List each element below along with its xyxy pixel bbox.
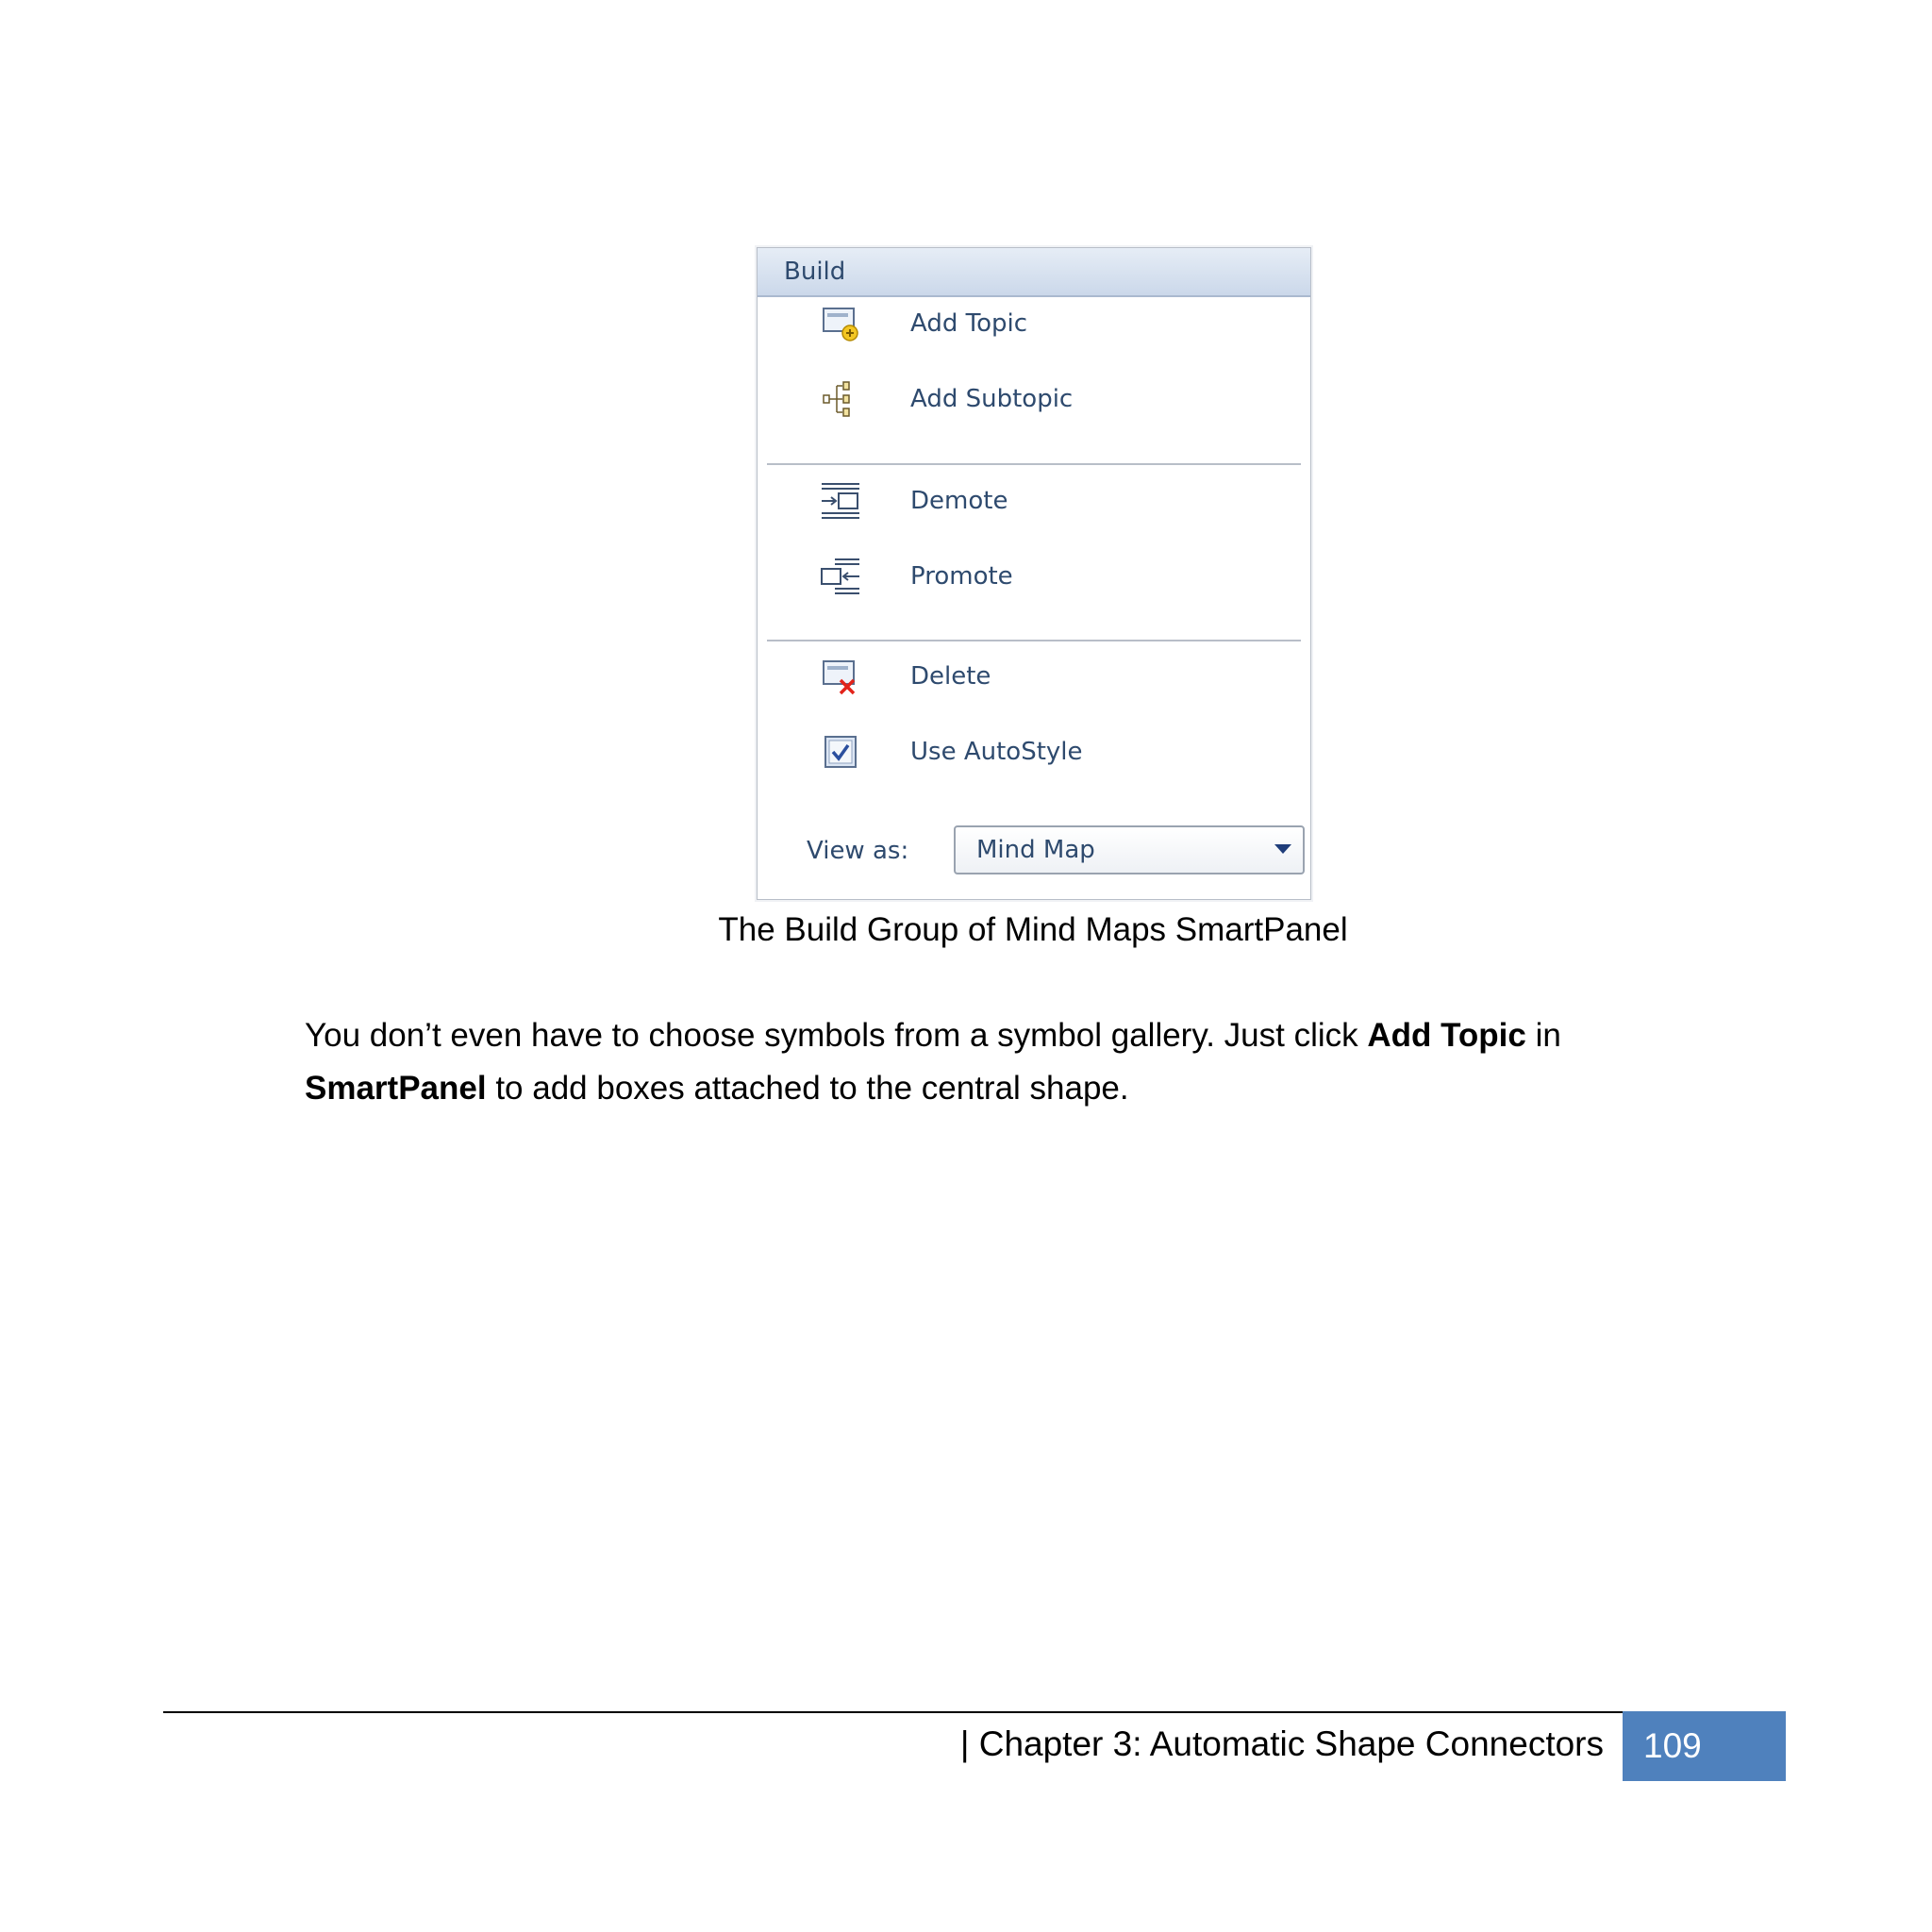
footer-rule bbox=[163, 1711, 1786, 1713]
promote-button[interactable] bbox=[758, 546, 1310, 607]
add-subtopic-label: Add Subtopic bbox=[910, 385, 1074, 413]
smartpanel-build-group bbox=[757, 247, 1311, 900]
footer-chapter-title: | Chapter 3: Automatic Shape Connectors bbox=[959, 1724, 1604, 1763]
paragraph-text: in bbox=[1525, 1017, 1561, 1054]
body-paragraph bbox=[305, 1009, 1701, 1115]
paragraph-bold-smartpanel: SmartPanel bbox=[305, 1070, 487, 1107]
panel-header bbox=[758, 248, 1310, 297]
divider bbox=[767, 640, 1301, 641]
page-number-badge bbox=[1623, 1711, 1786, 1781]
paragraph-text: You don’t even have to choose symbols from a symbol gallery. Just click bbox=[305, 1017, 1368, 1054]
promote-label: Promote bbox=[910, 562, 1013, 591]
use-autostyle-toggle[interactable] bbox=[758, 722, 1310, 782]
page-number: 109 bbox=[1643, 1726, 1702, 1765]
paragraph-text: to add boxes attached to the central shape. bbox=[486, 1070, 1129, 1107]
add-topic-icon bbox=[820, 303, 861, 344]
panel-header-title: Build bbox=[784, 258, 846, 286]
figure-caption: The Build Group of Mind Maps SmartPanel bbox=[718, 911, 1348, 948]
add-subtopic-button[interactable] bbox=[758, 369, 1310, 429]
view-as-label: View as: bbox=[807, 837, 909, 865]
add-subtopic-icon bbox=[820, 378, 861, 420]
demote-label: Demote bbox=[910, 487, 1008, 515]
add-topic-label: Add Topic bbox=[910, 309, 1027, 338]
divider bbox=[767, 463, 1301, 465]
delete-button[interactable] bbox=[758, 646, 1310, 707]
demote-icon bbox=[820, 480, 861, 522]
delete-label: Delete bbox=[910, 662, 991, 691]
add-topic-button[interactable] bbox=[758, 293, 1310, 354]
view-as-dropdown[interactable] bbox=[954, 825, 1305, 874]
checkbox-checked-icon[interactable] bbox=[820, 731, 861, 773]
view-as-selected-value: Mind Map bbox=[976, 836, 1095, 864]
delete-icon bbox=[820, 656, 861, 697]
paragraph-bold-add-topic: Add Topic bbox=[1367, 1017, 1526, 1054]
chevron-down-icon[interactable] bbox=[1274, 844, 1291, 854]
use-autostyle-label: Use AutoStyle bbox=[910, 738, 1083, 766]
promote-icon bbox=[820, 556, 861, 597]
demote-button[interactable] bbox=[758, 471, 1310, 531]
